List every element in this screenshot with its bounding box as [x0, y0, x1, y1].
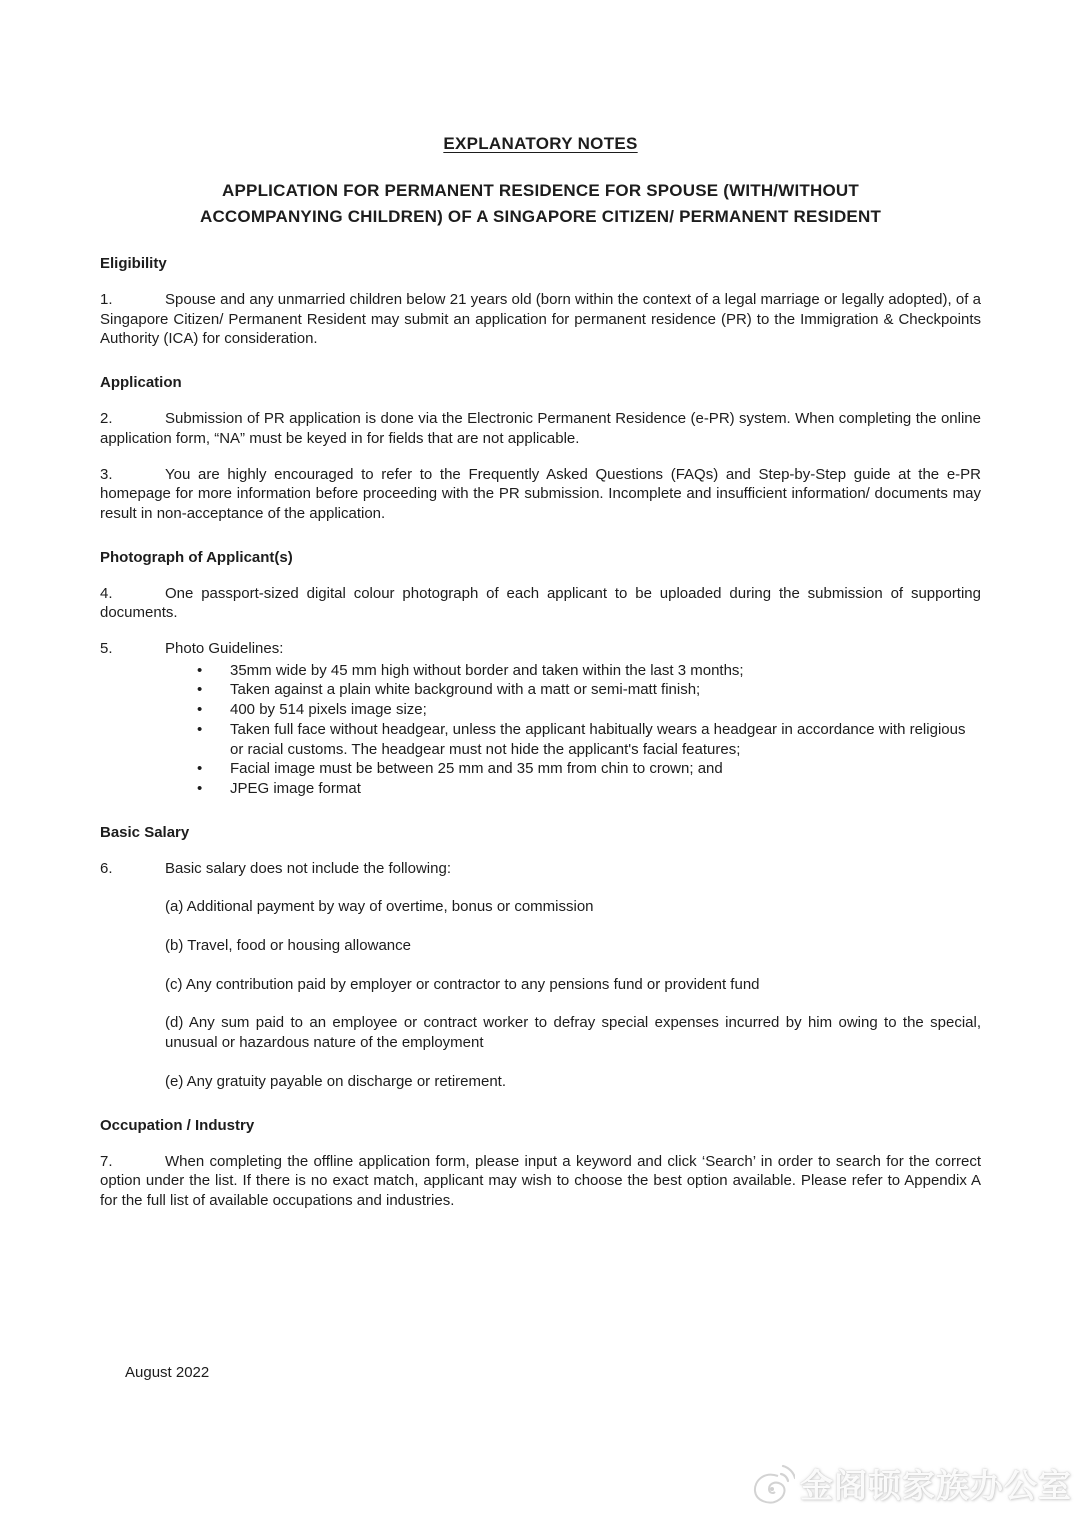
lettered-item-c: (c) Any contribution paid by employer or contractor to any pensions fund or provident fund — [165, 975, 760, 993]
paragraph-number: 3. — [100, 465, 113, 483]
paragraph-number: 4. — [100, 584, 113, 602]
paragraph-5 — [100, 639, 981, 659]
paragraph-number: 1. — [100, 291, 113, 308]
lettered-item-a: (a) Additional payment by way of overtime, bonus or commission — [165, 898, 594, 916]
paragraph-number: 7. — [100, 1152, 113, 1170]
document-subtitle — [100, 178, 981, 230]
paragraph-text: You are highly encouraged to refer to the Frequently Asked Questions (FAQs) and Step-by-Step guide at the e-PR homepage for more information before proceeding with the PR submission. Incomplete and insufficient information/ documents may result in non-acceptance of the application. — [100, 465, 981, 522]
subtitle-line-2: ACCOMPANYING CHILDREN) OF A SINGAPORE CITIZEN/ PERMANENT RESIDENT — [199, 207, 882, 226]
watermark-text: 金阁顿家族办公室 — [800, 1467, 1072, 1504]
subtitle-line-1: APPLICATION FOR PERMANENT RESIDENCE FOR SPOUSE (WITH/WITHOUT — [222, 181, 859, 200]
bullet-item: • Taken against a plain white background with a matt or semi-matt finish; — [230, 680, 981, 700]
lettered-item-b: (b) Travel, food or housing allowance — [165, 937, 411, 955]
paragraph-text: When completing the offline application form, please input a keyword and click ‘Search’ in order to search for the correct option under the list. If there is no exact match, applicant may wish to choose the best option available. Please refer to Appendix A for the full list of available occupations and industries. — [100, 1152, 981, 1209]
paragraph-text: Basic salary does not include the following: — [165, 859, 451, 877]
paragraph-text: Photo Guidelines: — [165, 640, 284, 658]
document-title: EXPLANATORY NOTES — [443, 134, 638, 153]
document-content — [100, 133, 981, 1211]
paragraph-6 — [100, 859, 981, 879]
bullet-item: • 35mm wide by 45 mm high without border and taken within the last 3 months; — [230, 661, 981, 681]
section-heading-occupation-industry: Occupation / Industry — [100, 1116, 255, 1134]
section-heading-basic-salary: Basic Salary — [100, 823, 190, 841]
watermark — [751, 1460, 1072, 1507]
paragraph-1 — [100, 290, 981, 349]
section-heading-photograph: Photograph of Applicant(s) — [100, 548, 293, 566]
paragraph-text: One passport-sized digital colour photograph of each applicant to be uploaded during the submission of supporting documents. — [100, 584, 981, 622]
bullet-item: • 400 by 514 pixels image size; — [230, 700, 981, 720]
section-heading-eligibility: Eligibility — [100, 255, 167, 272]
lettered-item-d: (d) Any sum paid to an employee or contract worker to defray special expenses incurred by him owing to the special, unusual or hazardous nature of the employment — [165, 1014, 981, 1052]
paragraph-text: Submission of PR application is done via the Electronic Permanent Residence (e-PR) system. When completing the online application form, “NA” must be keyed in for fields that are not applicable. — [100, 410, 981, 447]
bullet-item: • Facial image must be between 25 mm and 35 mm from chin to crown; and — [230, 759, 981, 779]
photo-guidelines-list — [100, 661, 981, 799]
paragraph-number: 2. — [100, 410, 113, 428]
section-heading-application: Application — [100, 374, 182, 392]
weibo-icon — [751, 1461, 795, 1507]
paragraph-3 — [100, 465, 981, 524]
lettered-item-e: (e) Any gratuity payable on discharge or retirement. — [165, 1072, 507, 1090]
document-date: August 2022 — [125, 1364, 210, 1381]
bullet-item: • JPEG image format — [230, 779, 981, 799]
paragraph-text: Spouse and any unmarried children below 21 years old (born within the context of a legal marriage or legally adopted), of a Singapore Citizen/ Permanent Resident may submit an application for permanent residence (PR) to the Immigration & Checkpoints Authority (ICA) for consideration. — [100, 291, 981, 348]
paragraph-number: 6. — [100, 859, 113, 877]
paragraph-2 — [100, 409, 981, 448]
bullet-item: • Taken full face without headgear, unless the applicant habitually wears a headgear in accordance with religious or racial customs. The headgear must not hide the applicant's facial features; — [230, 720, 981, 759]
paragraph-number: 5. — [100, 640, 113, 658]
paragraph-4 — [100, 584, 981, 623]
paragraph-7 — [100, 1152, 981, 1211]
